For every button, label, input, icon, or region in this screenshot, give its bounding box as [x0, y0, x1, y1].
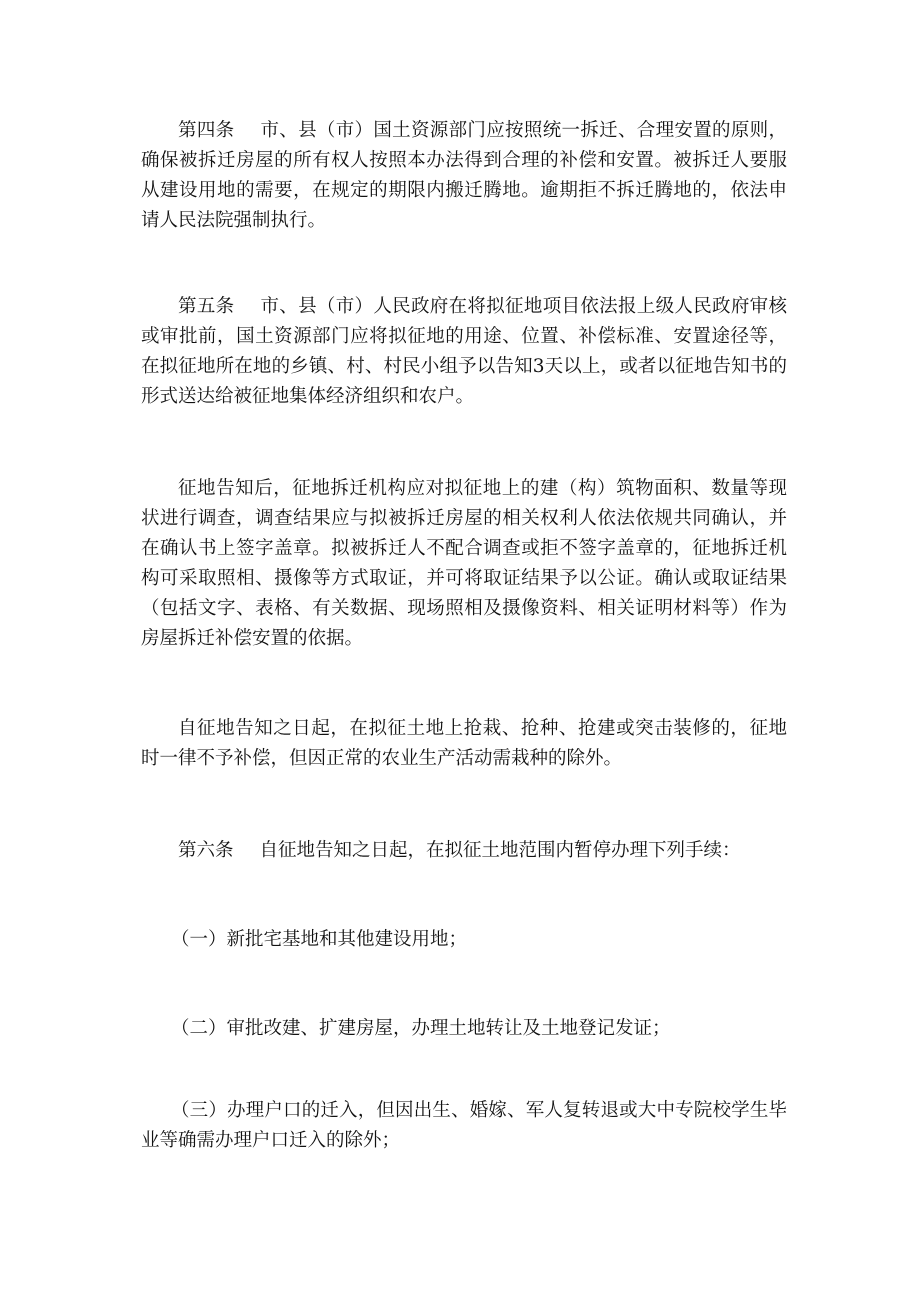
paragraph-article-5	[141, 292, 787, 412]
list-item-text: （一）新批宅基地和其他建设用地；	[171, 929, 468, 950]
article-number: 第四条	[178, 120, 235, 141]
paragraph-text: 市、县（市）国土资源部门应按照统一拆迁、合理安置的原则，确保被拆迁房屋的所有权人按照本办法得到合理的补偿和安置。被拆迁人要服从建设用地的需要，在规定的期限内搬迁腾地。逾期拒不拆迁腾地的，依法申请人民法院强制执行。	[141, 120, 787, 231]
list-item-1	[141, 925, 787, 955]
paragraph-survey	[141, 474, 787, 654]
article-number: 第六条	[178, 840, 234, 861]
article-number: 第五条	[178, 296, 235, 317]
paragraph-text: 自征地告知之日起，在拟征土地范围内暂停办理下列手续：	[259, 840, 741, 861]
list-item-text: （三）办理户口的迁入，但因出生、婚嫁、军人复转退或大中专院校学生毕业等确需办理户口迁入的除外；	[141, 1100, 787, 1151]
paragraph-text: 征地告知后，征地拆迁机构应对拟征地上的建（构）筑物面积、数量等现状进行调查，调查结果应与拟被拆迁房屋的相关权利人依法依规共同确认，并在确认书上签字盖章。拟被拆迁人不配合调查或拒不签字盖章的，征地拆迁机构可采取照相、摄像等方式取证，并可将取证结果予以公证。确认或取证结果（包括文字、表格、有关数据、现场照相及摄像资料、相关证明材料等）作为房屋拆迁补偿安置的依据。	[141, 478, 787, 649]
list-item-3	[141, 1096, 787, 1156]
list-item-text: （二）审批改建、扩建房屋，办理土地转让及土地登记发证；	[171, 1018, 671, 1039]
paragraph-article-4	[141, 116, 787, 236]
paragraph-text: 市、县（市）人民政府在将拟征地项目依法报上级人民政府审核或审批前，国土资源部门应将拟征地的用途、位置、补偿标准、安置途径等，在拟征地所在地的乡镇、村、村民小组予以告知3天以上，或者以征地告知书的形式送达给被征地集体经济组织和农户。	[141, 296, 787, 407]
list-item-2	[141, 1014, 787, 1044]
paragraph-text: 自征地告知之日起，在拟征土地上抢栽、抢种、抢建或突击装修的，征地时一律不予补偿，但因正常的农业生产活动需栽种的除外。	[141, 718, 787, 769]
paragraph-no-compensation	[141, 714, 787, 774]
paragraph-article-6	[141, 836, 787, 866]
